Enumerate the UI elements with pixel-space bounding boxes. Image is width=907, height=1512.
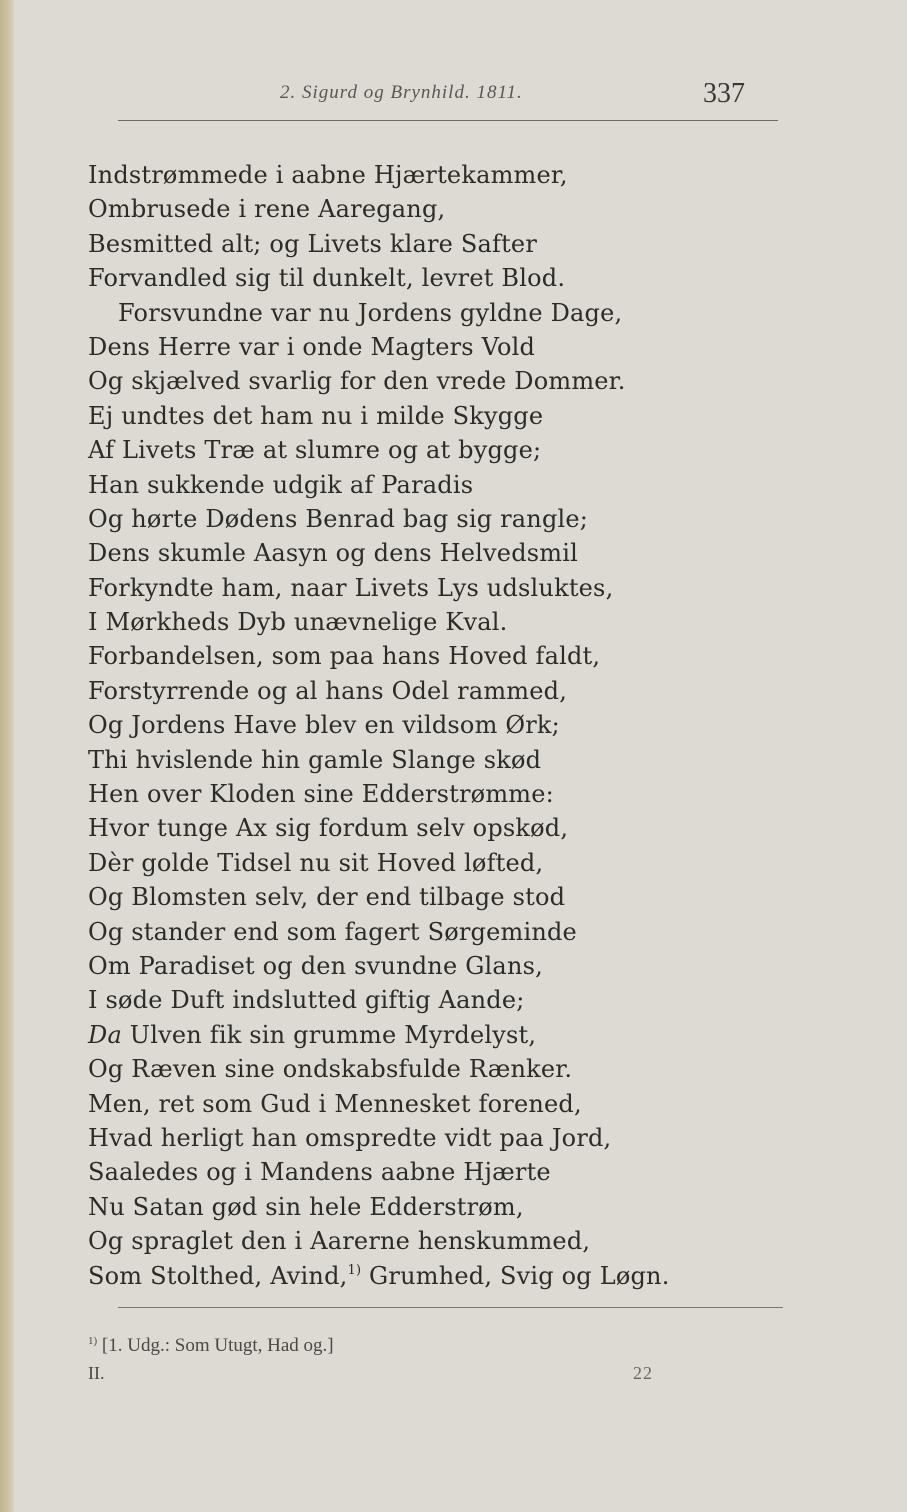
poem-line — [88, 433, 788, 467]
poem-line — [88, 158, 788, 192]
poem-line — [88, 811, 788, 845]
poem-line-text: Forbandelsen, som paa hans Hoved faldt, — [88, 642, 601, 671]
poem-line-text: Og Blomsten selv, der end tilbage stod — [88, 883, 566, 912]
poem-line-text: Forsvundne var nu Jordens gyldne Dage, — [118, 298, 623, 327]
poem-line-text: Dens Herre var i onde Magters Vold — [88, 332, 536, 361]
page-binding-edge — [0, 0, 14, 1512]
poem-line-text: Hen over Kloden sine Edderstrømme: — [88, 780, 554, 809]
poem-line-text: Og Jordens Have blev en vildsom Ørk; — [88, 711, 560, 740]
footnote-mark: 1) — [88, 1335, 98, 1347]
poem-line-text: I Mørkheds Dyb unævnelige Kval. — [88, 608, 508, 637]
poem-line-text: Og Ræven sine ondskabsfulde Rænker. — [88, 1055, 573, 1084]
poem-line-text: Han sukkende udgik af Paradis — [88, 470, 474, 499]
emphasized-word: Da — [88, 1020, 122, 1049]
poem-line-text: Forstyrrende og al hans Odel rammed, — [88, 676, 568, 705]
poem-line — [88, 880, 788, 914]
poem-line-tail: Grumhed, Svig og Løgn. — [361, 1261, 670, 1290]
poem-line — [88, 1018, 788, 1052]
poem-line — [88, 399, 788, 433]
volume-number: II. — [88, 1363, 105, 1383]
poem-line — [88, 639, 788, 673]
poem-line — [88, 330, 788, 364]
poem-line — [88, 1087, 788, 1121]
poem-line — [88, 227, 788, 261]
poem-line — [88, 296, 788, 330]
poem-line-text: Dens skumle Aasyn og dens Helvedsmil — [88, 539, 579, 568]
poem-line — [88, 571, 788, 605]
poem-line — [88, 1052, 788, 1086]
poem-line — [88, 708, 788, 742]
header-rule — [118, 120, 778, 121]
poem-line-text: Indstrømmede i aabne Hjærtekammer, — [88, 161, 568, 189]
poem-line-text: Som Stolthed, Avind, — [88, 1261, 348, 1290]
poem-line — [88, 605, 788, 639]
poem-line-text: Og stander end som fagert Sørgeminde — [88, 917, 577, 946]
poem-line — [88, 502, 788, 536]
poem-line — [88, 364, 788, 398]
poem-line — [88, 1190, 788, 1224]
running-title: 2. Sigurd og Brynhild. 1811. — [280, 82, 523, 103]
poem-line — [88, 192, 788, 226]
poem-line — [88, 846, 788, 880]
poem-line-text: Af Livets Træ at slumre og at bygge; — [88, 436, 542, 465]
page-header — [0, 78, 907, 108]
poem-line — [88, 949, 788, 983]
footnote — [88, 1335, 334, 1357]
poem-line — [88, 983, 788, 1017]
poem-line — [88, 536, 788, 570]
poem-line-text: Thi hvislende hin gamle Slange skød — [88, 745, 542, 774]
page-number: 337 — [703, 78, 745, 109]
poem-line — [88, 1121, 788, 1155]
poem-line-text: Besmitted alt; og Livets klare Safter — [88, 229, 538, 258]
poem-line — [88, 468, 788, 502]
poem-line-text: Hvor tunge Ax sig fordum selv opskød, — [88, 814, 569, 843]
sheet-signature: 22 — [633, 1363, 653, 1383]
poem-line — [88, 915, 788, 949]
poem-line-text: Og hørte Dødens Benrad bag sig rangle; — [88, 504, 589, 533]
poem-line — [88, 1259, 788, 1293]
poem-line-text: Ombrusede i rene Aaregang, — [88, 195, 446, 224]
poem-line-text: Og spraglet den i Aarerne henskummed, — [88, 1227, 591, 1256]
poem-line-text: Dèr golde Tidsel nu sit Hoved løfted, — [88, 848, 544, 877]
poem-text — [88, 158, 788, 1293]
footnote-text: [1. Udg.: Som Utugt, Had og.] — [101, 1335, 334, 1356]
poem-line — [88, 261, 788, 295]
poem-line — [88, 743, 788, 777]
poem-line-text: Ulven fik sin grumme Myrdelyst, — [129, 1020, 537, 1049]
poem-line-text: Saaledes og i Mandens aabne Hjærte — [88, 1158, 551, 1187]
footnote-rule — [118, 1307, 783, 1308]
poem-line-text: Men, ret som Gud i Mennesket forened, — [88, 1089, 582, 1118]
footnote-reference: 1) — [347, 1262, 362, 1278]
poem-line — [88, 674, 788, 708]
poem-line-text: Og skjælved svarlig for den vrede Dommer. — [88, 367, 626, 396]
poem-line — [88, 1224, 788, 1258]
poem-line — [88, 1155, 788, 1189]
poem-line-text: Nu Satan gød sin hele Edderstrøm, — [88, 1192, 524, 1221]
poem-line-text: Forkyndte ham, naar Livets Lys udsluktes, — [88, 573, 614, 602]
poem-line-text: Forvandled sig til dunkelt, levret Blod. — [88, 264, 566, 293]
poem-line-text: Ej undtes det ham nu i milde Skygge — [88, 401, 544, 430]
poem-line-text: I søde Duft indslutted giftig Aande; — [88, 986, 525, 1015]
poem-line — [88, 777, 788, 811]
poem-line-text: Om Paradiset og den svundne Glans, — [88, 951, 543, 980]
poem-line-text: Hvad herligt han omspredte vidt paa Jord, — [88, 1123, 612, 1152]
